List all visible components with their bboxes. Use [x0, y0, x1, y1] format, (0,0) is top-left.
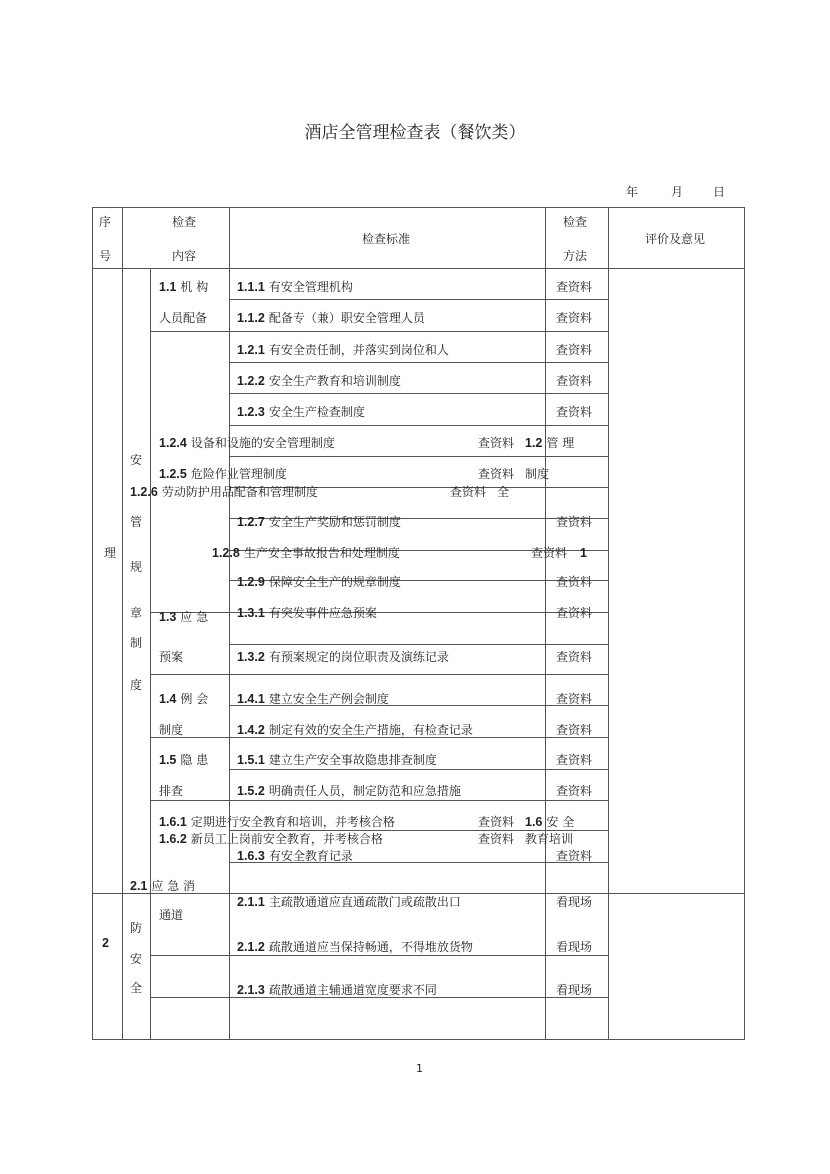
item-text: 生产安全事故报告和处理制度 — [243, 546, 400, 560]
check-method — [556, 514, 592, 530]
item-number: 2.1.2 — [237, 940, 265, 954]
table-cell-text — [130, 559, 142, 575]
table-cell-text — [159, 609, 208, 625]
table-cell-text — [497, 484, 509, 500]
item-text: 配备专（兼）职安全管理人员 — [268, 311, 425, 325]
item-text: 主疏散通道应直通疏散门或疏散出口 — [268, 895, 461, 909]
item-number: 2 — [102, 936, 109, 950]
header-seq: 号 — [99, 249, 112, 263]
table-cell-text — [237, 691, 389, 707]
check-method — [556, 848, 592, 864]
table-rule — [122, 207, 123, 1040]
table-cell-text — [237, 894, 461, 910]
table-rule — [150, 800, 609, 801]
table-cell-text — [237, 514, 401, 530]
item-number: 1.4.1 — [237, 692, 265, 706]
item-number: 1.1 — [159, 280, 177, 294]
check-method — [556, 605, 592, 621]
item-text: 查资料 — [478, 815, 515, 829]
item-text: 安 — [130, 453, 143, 467]
table-cell-text — [237, 310, 425, 326]
table-cell-text — [159, 466, 287, 482]
item-number: 1.3.2 — [237, 650, 265, 664]
item-number: 1.4.2 — [237, 723, 265, 737]
item-text: 隐 患 — [180, 753, 209, 767]
header-standard: 检查标准 — [362, 232, 411, 246]
table-rule — [608, 207, 609, 1040]
table-rule — [545, 207, 546, 1040]
table-cell-text — [237, 752, 437, 768]
item-text: 有安全责任制，并落实到岗位和人 — [268, 343, 449, 357]
item-number: 1.6.1 — [159, 815, 187, 829]
date-year: 年 — [626, 185, 639, 199]
table-cell-text — [525, 435, 574, 451]
item-text: 查资料 — [450, 485, 487, 499]
table-rule — [229, 207, 230, 1040]
item-text: 全 — [130, 981, 143, 995]
table-rule — [92, 1039, 745, 1040]
page-title: 酒店全管理检查表（餐饮类） — [304, 123, 526, 143]
item-text: 查资料 — [556, 723, 593, 737]
table-cell-text — [237, 279, 353, 295]
table-rule — [229, 299, 609, 300]
item-number: 1.3 — [159, 610, 177, 624]
item-text: 应 急 消 — [151, 879, 196, 893]
table-cell-text — [237, 373, 401, 389]
table-cell-text — [159, 907, 183, 923]
item-text: 全 — [497, 485, 510, 499]
item-text: 疏散通道应当保持畅通，不得堆放货物 — [268, 940, 473, 954]
item-text: 查资料 — [556, 753, 593, 767]
item-text: 制度 — [525, 467, 550, 481]
item-text: 保障安全生产的规章制度 — [268, 575, 401, 589]
table-rule — [229, 425, 609, 426]
item-text: 有预案规定的岗位职责及演练记录 — [268, 650, 449, 664]
item-text: 查资料 — [556, 343, 593, 357]
item-text: 查资料 — [556, 849, 593, 863]
check-method — [556, 574, 592, 590]
item-text: 新员工上岗前安全教育，并考核合格 — [190, 832, 383, 846]
check-method — [478, 814, 514, 830]
item-text: 安全生产检查制度 — [268, 405, 365, 419]
table-rule — [229, 393, 609, 394]
table-rule — [229, 362, 609, 363]
item-text: 应 急 — [180, 610, 209, 624]
table-rule — [92, 207, 93, 1040]
header-method: 检查 — [563, 215, 588, 229]
item-text: 安全生产奖励和惩罚制度 — [268, 515, 401, 529]
check-method — [556, 310, 592, 326]
item-text: 查资料 — [556, 692, 593, 706]
table-cell-text — [237, 342, 449, 358]
item-text: 排查 — [159, 784, 184, 798]
check-method — [556, 373, 592, 389]
item-number: 2.1.1 — [237, 895, 265, 909]
item-text: 例 会 — [180, 692, 209, 706]
table-cell-text — [159, 722, 183, 738]
item-text: 度 — [130, 678, 143, 692]
table-cell-text — [159, 691, 208, 707]
table-cell-text — [237, 783, 461, 799]
table-cell-text — [130, 514, 142, 530]
table-cell-text — [159, 310, 207, 326]
table-rule — [150, 674, 609, 675]
item-number: 1.5.1 — [237, 753, 265, 767]
item-text: 制定有效的安全生产措施，有检查记录 — [268, 723, 473, 737]
item-text: 危险作业管理制度 — [190, 467, 287, 481]
item-text: 查资料 — [556, 311, 593, 325]
table-cell-text — [580, 545, 591, 561]
item-text: 查资料 — [478, 832, 515, 846]
table-rule — [744, 207, 745, 1040]
table-cell-text — [130, 920, 142, 936]
item-number: 1.6 — [525, 815, 543, 829]
table-cell-text — [159, 783, 183, 799]
item-text: 查资料 — [556, 606, 593, 620]
table-cell-text — [102, 935, 113, 951]
item-text: 查资料 — [556, 280, 593, 294]
table-cell-text — [130, 452, 142, 468]
item-text: 教育培训 — [525, 832, 574, 846]
item-number: 2.1 — [130, 879, 148, 893]
item-text: 理 — [104, 546, 117, 560]
table-cell-text — [237, 982, 437, 998]
item-number: 1.2.8 — [212, 546, 240, 560]
item-text: 看现场 — [556, 983, 593, 997]
date-month: 月 — [671, 185, 684, 199]
item-text: 建立安全生产例会制度 — [268, 692, 389, 706]
check-method — [556, 691, 592, 707]
table-cell-text — [237, 404, 365, 420]
table-cell-text — [525, 466, 549, 482]
item-text: 规 — [130, 560, 143, 574]
table-cell-text — [159, 649, 183, 665]
header-method: 方法 — [563, 249, 588, 263]
table-rule — [229, 769, 609, 770]
item-text: 通道 — [159, 908, 184, 922]
item-number: 1.2.7 — [237, 515, 265, 529]
item-text: 安 全 — [546, 815, 575, 829]
header-content: 内容 — [172, 249, 197, 263]
table-cell-text — [159, 831, 383, 847]
item-text: 有安全管理机构 — [268, 280, 353, 294]
check-method — [556, 783, 592, 799]
table-rule — [150, 612, 609, 613]
item-text: 人员配备 — [159, 311, 208, 325]
table-rule — [150, 268, 151, 1040]
item-number: 1.1.1 — [237, 280, 265, 294]
table-cell-text — [525, 814, 574, 830]
item-text: 查资料 — [556, 515, 593, 529]
item-text: 疏散通道主辅通道宽度要求不同 — [268, 983, 437, 997]
check-method — [556, 404, 592, 420]
item-text: 管 理 — [546, 436, 575, 450]
table-cell-text — [237, 939, 473, 955]
item-text: 劳动防护用品配备和管理制度 — [161, 485, 318, 499]
table-cell-text — [159, 752, 208, 768]
table-cell-text — [130, 635, 142, 651]
table-cell-text — [130, 878, 195, 894]
table-rule — [92, 268, 745, 269]
check-method — [556, 649, 592, 665]
item-text: 建立生产安全事故隐患排查制度 — [268, 753, 437, 767]
item-text: 看现场 — [556, 940, 593, 954]
item-number: 1.3.1 — [237, 606, 265, 620]
check-method — [531, 545, 567, 561]
item-text: 制度 — [159, 723, 184, 737]
item-text: 有安全教育记录 — [268, 849, 353, 863]
item-text: 管 — [130, 515, 143, 529]
item-text: 查资料 — [556, 405, 593, 419]
check-method — [556, 342, 592, 358]
table-rule — [150, 955, 609, 956]
item-number: 1.4 — [159, 692, 177, 706]
table-rule — [150, 331, 609, 332]
table-cell-text — [212, 545, 400, 561]
item-number: 1.2 — [525, 436, 543, 450]
item-text: 预案 — [159, 650, 184, 664]
item-number: 1.2.6 — [130, 485, 158, 499]
check-method — [556, 279, 592, 295]
check-method — [478, 466, 514, 482]
table-cell-text — [237, 649, 449, 665]
item-text: 定期进行安全教育和培训，并考核合格 — [190, 815, 395, 829]
item-text: 查资料 — [556, 575, 593, 589]
item-text: 防 — [130, 921, 143, 935]
item-text: 查资料 — [531, 546, 568, 560]
date-day: 日 — [713, 185, 726, 199]
item-text: 有突发事件应急预案 — [268, 606, 377, 620]
item-text: 查资料 — [556, 374, 593, 388]
item-number: 1.2.2 — [237, 374, 265, 388]
table-cell-text — [159, 435, 335, 451]
page-number: 1 — [416, 1062, 423, 1075]
item-number: 1.1.2 — [237, 311, 265, 325]
table-cell-text — [525, 831, 573, 847]
item-text: 设备和设施的安全管理制度 — [190, 436, 335, 450]
item-number: 1.2.3 — [237, 405, 265, 419]
table-cell-text — [237, 605, 377, 621]
table-cell-text — [237, 722, 473, 738]
item-number: 1.2.9 — [237, 575, 265, 589]
check-method — [556, 722, 592, 738]
check-method — [556, 752, 592, 768]
table-cell-text — [159, 814, 395, 830]
table-cell-text — [130, 677, 142, 693]
table-cell-text — [237, 848, 353, 864]
item-text: 机 构 — [180, 280, 209, 294]
check-method — [478, 435, 514, 451]
item-number: 1.2.5 — [159, 467, 187, 481]
item-text: 明确责任人员，制定防范和应急措施 — [268, 784, 461, 798]
item-text: 看现场 — [556, 895, 593, 909]
header-evaluation: 评价及意见 — [645, 232, 706, 246]
check-method — [478, 831, 514, 847]
item-number: 1.5.2 — [237, 784, 265, 798]
check-method — [556, 894, 592, 910]
check-method — [556, 982, 592, 998]
item-number: 1.2.4 — [159, 436, 187, 450]
item-text: 查资料 — [478, 467, 515, 481]
item-text: 查资料 — [556, 650, 593, 664]
table-rule — [92, 207, 745, 208]
table-cell-text — [130, 951, 142, 967]
table-cell-text — [130, 605, 142, 621]
header-content: 检查 — [172, 215, 197, 229]
table-cell-text — [130, 980, 142, 996]
item-number: 1.5 — [159, 753, 177, 767]
header-seq: 序 — [99, 215, 112, 229]
item-number: 1 — [580, 546, 587, 560]
item-text: 查资料 — [556, 784, 593, 798]
table-cell-text — [159, 279, 208, 295]
item-number: 2.1.3 — [237, 983, 265, 997]
item-text: 章 — [130, 606, 143, 620]
table-rule — [229, 644, 609, 645]
item-number: 1.6.3 — [237, 849, 265, 863]
item-text: 查资料 — [478, 436, 515, 450]
table-rule — [229, 456, 609, 457]
item-number: 1.2.1 — [237, 343, 265, 357]
table-cell-text — [237, 574, 401, 590]
item-text: 制 — [130, 636, 143, 650]
table-cell-text — [130, 484, 318, 500]
check-method — [450, 484, 486, 500]
check-method — [556, 939, 592, 955]
table-cell-text — [104, 545, 116, 561]
item-number: 1.6.2 — [159, 832, 187, 846]
item-text: 安全生产教育和培训制度 — [268, 374, 401, 388]
item-text: 安 — [130, 952, 143, 966]
